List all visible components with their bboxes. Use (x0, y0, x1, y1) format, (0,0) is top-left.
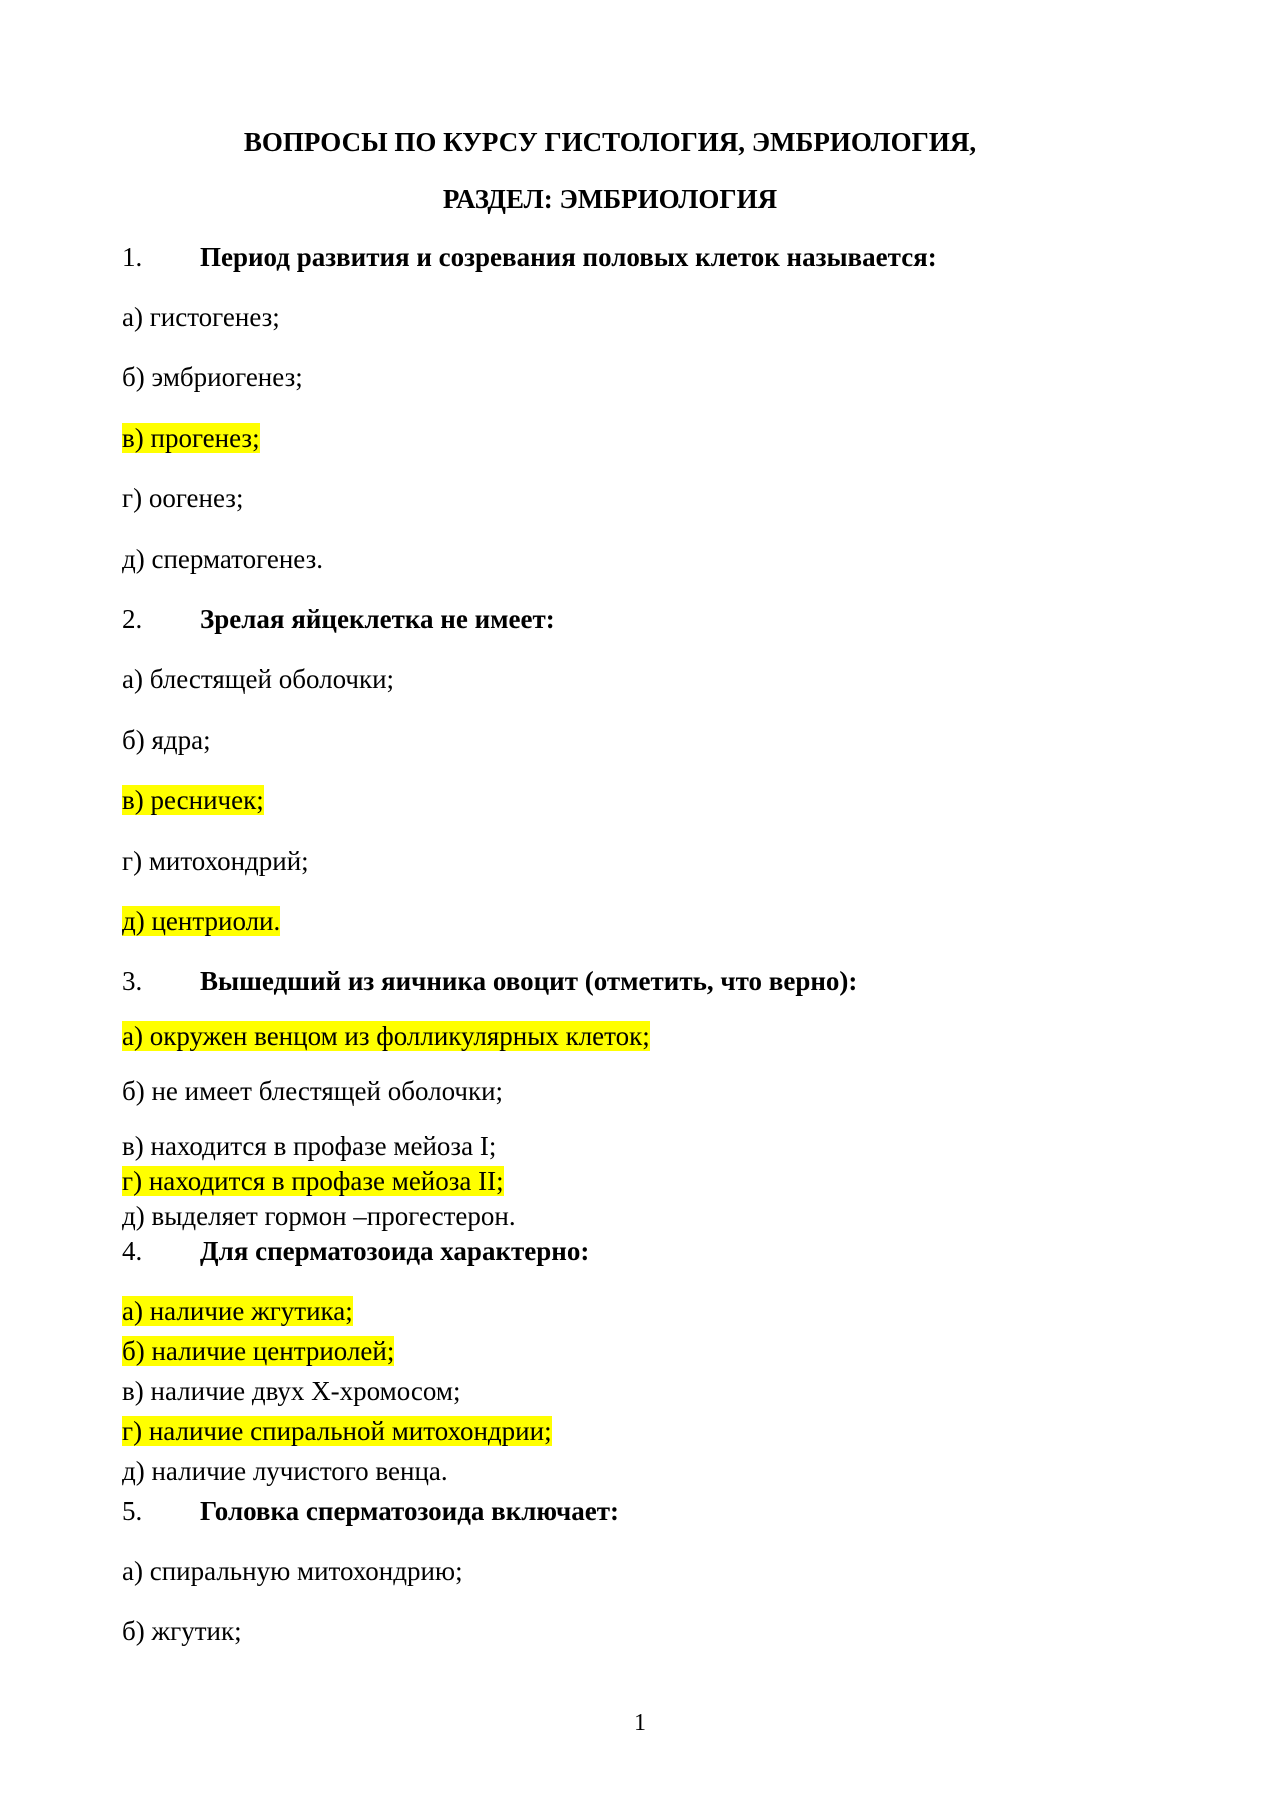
answer-option-correct: а) наличие жгутика; (122, 1296, 353, 1326)
answer-option: д) сперматогенез. (122, 544, 323, 574)
answer-option: д) выделяет гормон –прогестерон. (122, 1201, 516, 1231)
answer-option: а) спиральную митохондрию; (122, 1556, 463, 1586)
answer-option: в) находится в профазе мейоза I; (122, 1131, 497, 1161)
answer-option-correct: д) центриоли. (122, 906, 281, 936)
answer-option: д) наличие лучистого венца. (122, 1456, 448, 1486)
question-number: 3. (122, 966, 143, 996)
question-number: 2. (122, 604, 143, 634)
question-number: 1. (122, 242, 143, 272)
answer-option: а) блестящей оболочки; (122, 664, 395, 694)
question-5-heading (122, 1495, 619, 1527)
document-title-line-1: ВОПРОСЫ ПО КУРСУ ГИСТОЛОГИЯ, ЭМБРИОЛОГИЯ, (243, 127, 977, 157)
answer-option: а) гистогенез; (122, 302, 280, 332)
question-text: Головка сперматозоида включает: (200, 1496, 619, 1526)
question-number: 4. (122, 1236, 143, 1266)
answer-option-correct: г) находится в профазе мейоза II; (122, 1166, 504, 1196)
question-1-heading (122, 241, 937, 273)
question-number: 5. (122, 1496, 143, 1526)
answer-option: б) эмбриогенез; (122, 362, 303, 392)
answer-option: г) оогенез; (122, 483, 244, 513)
answer-option: б) не имеет блестящей оболочки; (122, 1076, 504, 1106)
answer-option: б) ядра; (122, 725, 211, 755)
answer-option: г) митохондрий; (122, 846, 309, 876)
answer-option-correct: а) окружен венцом из фолликулярных клеток; (122, 1021, 650, 1051)
answer-option-correct: г) наличие спиральной митохондрии; (122, 1416, 552, 1446)
answer-option: б) жгутик; (122, 1616, 242, 1646)
question-text: Вышедший из яичника овоцит (отметить, что верно): (200, 966, 858, 996)
question-text: Период развития и созревания половых клеток называется: (200, 242, 937, 272)
answer-option-correct: б) наличие центриолей; (122, 1336, 395, 1366)
question-3-heading (122, 965, 857, 997)
answer-option-correct: в) ресничек; (122, 785, 264, 815)
answer-option: в) наличие двух Х-хромосом; (122, 1376, 461, 1406)
question-4-heading (122, 1235, 589, 1267)
page-number: 1 (634, 1710, 646, 1736)
answer-option-correct: в) прогенез; (122, 423, 260, 453)
document-title-line-2: РАЗДЕЛ: ЭМБРИОЛОГИЯ (442, 184, 778, 214)
question-2-heading (122, 603, 555, 635)
question-text: Зрелая яйцеклетка не имеет: (200, 604, 555, 634)
question-text: Для сперматозоида характерно: (200, 1236, 590, 1266)
